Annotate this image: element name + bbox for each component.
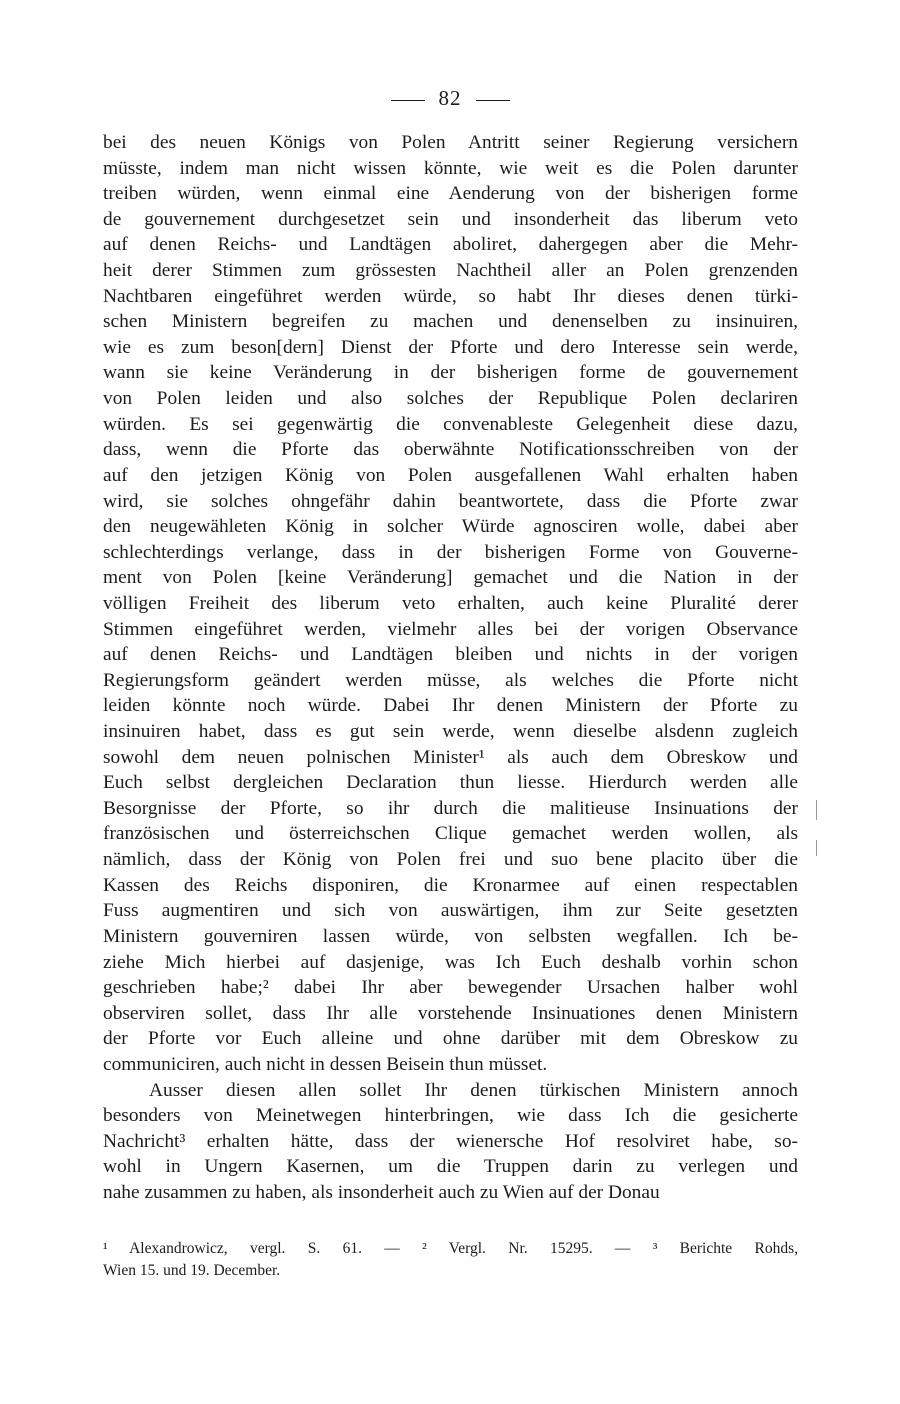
text-line: würden. Es sei gegenwärtig die convenableste Gelegenheit diese dazu, — [103, 413, 798, 435]
page-header — [0, 86, 900, 111]
text-line: insinuiren habet, dass es gut sein werde, wenn dieselbe alsdenn zugleich — [103, 721, 798, 743]
text-line: schlechterdings verlange, dass in der bisherigen Forme von Gouverne- — [103, 541, 798, 563]
text-line: treiben würden, wenn einmal eine Aenderung von der bisherigen forme — [103, 183, 798, 205]
text-line: besonders von Meinetwegen hinterbringen, wie dass Ich die gesicherte — [103, 1105, 798, 1127]
text-line: wann sie keine Veränderung in der bisherigen forme de gouvernement — [103, 362, 798, 384]
text-line: communiciren, auch nicht in dessen Beisein thun müsset. — [103, 1053, 548, 1075]
text-line: bei des neuen Königs von Polen Antritt seiner Regierung versichern — [103, 132, 798, 153]
header-dash-left — [391, 100, 425, 101]
text-line: auf den jetzigen König von Polen ausgefallenen Wahl erhalten haben — [103, 464, 798, 486]
text-line: auf denen Reichs- und Landtägen bleiben und nichts in der vorigen — [103, 644, 798, 666]
text-line: Nachtbaren eingeführet werden würde, so habt Ihr dieses denen türki- — [103, 285, 798, 307]
text-line: Ausser diesen allen sollet Ihr denen türkischen Ministern annoch — [149, 1079, 798, 1101]
header-dash-right — [476, 100, 510, 101]
text-line: Ministern gouverniren lassen würde, von selbsten wegfallen. Ich be- — [103, 925, 798, 947]
text-line: wie es zum beson[dern] Dienst der Pforte und dero Interesse sein werde, — [103, 336, 798, 358]
text-line: von Polen leiden und also solches der Republique Polen declariren — [103, 388, 798, 410]
text-line: ziehe Mich hierbei auf dasjenige, was Ich Euch deshalb vorhin schon — [103, 951, 798, 973]
text-line: leiden könnte noch würde. Dabei Ihr denen Ministern der Pforte zu — [103, 695, 798, 717]
text-line: wohl in Ungern Kasernen, um die Truppen darin zu verlegen und — [103, 1156, 798, 1178]
text-line: de gouvernement durchgesetzet sein und insonderheit das liberum veto — [103, 208, 798, 230]
text-line: sowohl dem neuen polnischen Minister¹ als auch dem Obreskow und — [103, 746, 798, 768]
text-line: Regierungsform geändert werden müsse, als welches die Pforte nicht — [103, 669, 798, 691]
text-line: observiren sollet, dass Ihr alle vorstehende Insinuationes denen Ministern — [103, 1002, 798, 1024]
text-line: müsste, indem man nicht wissen könnte, wie weit es die Polen darunter — [103, 157, 798, 179]
text-line: den neugewähleten König in solcher Würde agnosciren wolle, dabei aber — [103, 516, 798, 538]
text-line: auf denen Reichs- und Landtägen aboliret, dahergegen aber die Mehr- — [103, 234, 798, 256]
text-line: völligen Freiheit des liberum veto erhalten, auch keine Pluralité derer — [103, 592, 798, 614]
text-line: Euch selbst dergleichen Declaration thun liesse. Hierdurch werden alle — [103, 772, 798, 794]
text-line: Nachricht³ erhalten hätte, dass der wienersche Hof resolviret habe, so- — [103, 1130, 798, 1152]
text-line: Kassen des Reichs disponiren, die Kronarmee auf einen respectablen — [103, 874, 798, 896]
text-line: dass, wenn die Pforte das oberwähnte Notificationsschreiben von der — [103, 439, 798, 461]
body-text — [103, 130, 798, 1206]
footnote-line: Wien 15. und 19. December. — [103, 1262, 281, 1279]
footnote-line: ¹ Alexandrowicz, vergl. S. 61. — ² Vergl. Nr. 15295. — ³ Berichte Rohds, — [103, 1240, 798, 1257]
text-line: Stimmen eingeführet werden, vielmehr alles bei der vorigen Observance — [103, 618, 798, 640]
text-line: geschrieben habe;² dabei Ihr aber bewegender Ursachen halber wohl — [103, 977, 798, 999]
page-number: 82 — [438, 86, 462, 110]
text-line: nämlich, dass der König von Polen frei und suo bene placito über die — [103, 849, 798, 871]
text-line: französischen und österreichschen Clique gemachet werden wollen, als — [103, 823, 798, 845]
text-line: ment von Polen [keine Veränderung] gemachet und die Nation in der — [103, 567, 798, 589]
text-line: wird, sie solches ohngefähr dahin beantwortete, dass die Pforte zwar — [103, 490, 798, 512]
text-line: der Pforte vor Euch alleine und ohne darüber mit dem Obreskow zu — [103, 1028, 798, 1050]
margin-mark — [816, 840, 817, 856]
margin-mark — [816, 800, 817, 820]
text-line: Fuss augmentiren und sich von auswärtigen, ihm zur Seite gesetzten — [103, 900, 798, 922]
footnotes — [103, 1238, 798, 1282]
text-line: nahe zusammen zu haben, als insonderheit auch zu Wien auf der Donau — [103, 1181, 660, 1203]
text-line: heit derer Stimmen zum grössesten Nachtheil aller an Polen grenzenden — [103, 260, 798, 282]
text-line: schen Ministern begreifen zu machen und denenselben zu insinuiren, — [103, 311, 798, 333]
text-line: Besorgnisse der Pforte, so ihr durch die malitieuse Insinuations der — [103, 797, 798, 819]
